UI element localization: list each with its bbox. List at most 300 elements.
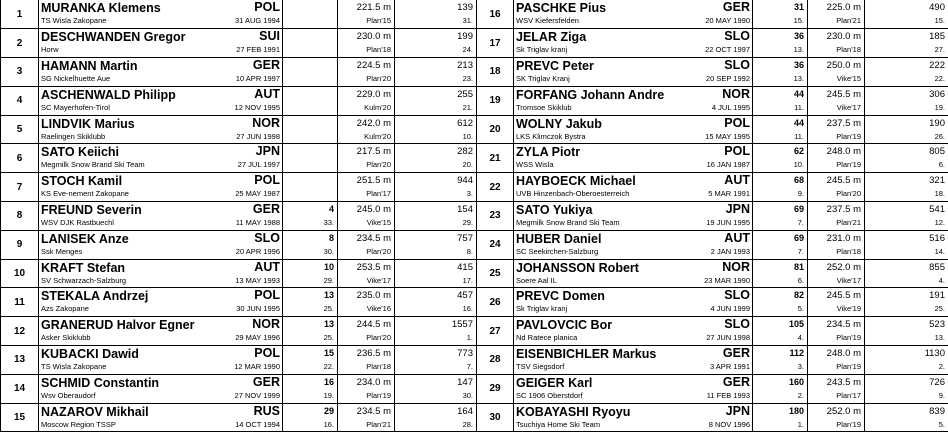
birth-date: 13 MAY 1993 <box>235 275 280 285</box>
ranking-value <box>283 144 337 159</box>
athlete-row <box>1 202 477 231</box>
athlete-cell <box>39 288 283 317</box>
birth-date: 25 MAY 1987 <box>235 189 280 199</box>
points-cell <box>865 115 948 144</box>
club-name: Wsv Oberaudorf <box>41 390 96 400</box>
best-jump-cell <box>338 317 395 346</box>
ranking-cell <box>753 86 808 115</box>
best-distance: 230.0 m <box>356 31 391 43</box>
athlete-cell <box>514 86 753 115</box>
best-distance: 235.0 m <box>356 290 391 302</box>
best-distance: 245.5 m <box>826 175 861 187</box>
athlete-name: PREVC Peter <box>516 59 594 74</box>
club-name: SK Triglav Kranj <box>516 74 570 84</box>
points-rank: 28. <box>462 419 473 429</box>
best-jump-cell <box>808 346 865 375</box>
best-distance: 236.5 m <box>356 348 391 360</box>
ranking-round <box>283 102 337 114</box>
athlete-name: STOCH Kamil <box>41 174 123 189</box>
athlete-cell <box>514 403 753 432</box>
athlete-row <box>477 230 948 259</box>
best-jump-cell <box>808 144 865 173</box>
ranking-value: 4 <box>328 204 334 215</box>
athlete-name: JELAR Ziga <box>516 30 587 45</box>
ranking-value <box>283 58 337 73</box>
athlete-cell <box>39 173 283 202</box>
birth-date: 2 JAN 1993 <box>710 246 750 256</box>
athlete-cell <box>39 115 283 144</box>
best-jump-cell <box>338 86 395 115</box>
nation-code: JPN <box>255 144 280 159</box>
points-cell <box>865 288 948 317</box>
athlete-cell <box>514 230 753 259</box>
athlete-row <box>1 403 477 432</box>
points-rank: 1. <box>466 333 473 343</box>
birth-date: 5 MAR 1991 <box>708 189 750 199</box>
points-value: 154 <box>457 204 473 216</box>
bib-number: 26 <box>477 288 514 317</box>
points-rank: 30. <box>462 390 473 400</box>
athlete-name: DESCHWANDEN Gregor <box>41 30 186 45</box>
points-rank: 13. <box>934 333 945 343</box>
best-distance-venue: Plan'19 <box>836 362 861 372</box>
best-distance: 234.5 m <box>356 232 391 244</box>
best-distance-venue: Plan'18 <box>836 246 861 256</box>
points-value: 541 <box>929 204 945 216</box>
nation-code: JPN <box>725 202 750 217</box>
ranking-cell <box>753 230 808 259</box>
ranking-round: 6. <box>797 275 804 285</box>
points-value: 523 <box>929 319 945 331</box>
points-rank: 24. <box>462 45 473 55</box>
ranking-value: 36 <box>793 31 804 42</box>
points-cell <box>395 144 477 173</box>
athlete-row <box>477 346 948 375</box>
athlete-cell <box>514 173 753 202</box>
best-jump-cell <box>808 115 865 144</box>
ranking-cell <box>283 230 338 259</box>
best-distance: 229.0 m <box>356 88 391 100</box>
ranking-cell <box>283 317 338 346</box>
ranking-round: 15. <box>793 16 804 25</box>
ranking-value <box>283 116 337 131</box>
athlete-cell <box>514 0 753 29</box>
ranking-value: 29 <box>323 405 334 416</box>
bib-number: 23 <box>477 202 514 231</box>
points-value: 191 <box>929 290 945 302</box>
bib-number: 1 <box>1 0 39 29</box>
points-rank: 31. <box>462 16 473 25</box>
ranking-cell <box>753 58 808 87</box>
points-rank: 26. <box>934 131 945 141</box>
best-distance: 234.5 m <box>826 319 861 331</box>
nation-code: AUT <box>254 86 280 101</box>
athlete-row <box>477 144 948 173</box>
ranking-cell <box>283 58 338 87</box>
athlete-name: STEKALA Andrzej <box>41 289 149 304</box>
athlete-row <box>477 0 948 29</box>
ranking-cell <box>283 403 338 432</box>
ranking-round: 22. <box>323 362 334 372</box>
best-distance-venue: Vike'17 <box>836 102 861 112</box>
ranking-value <box>283 0 337 15</box>
bib-number: 10 <box>1 259 39 288</box>
club-name: Moscow Region TSSP <box>41 419 116 429</box>
athlete-cell <box>39 86 283 115</box>
points-cell <box>865 202 948 231</box>
points-cell <box>395 403 477 432</box>
points-cell <box>395 115 477 144</box>
best-jump-cell <box>808 259 865 288</box>
bib-number: 2 <box>1 29 39 58</box>
athlete-row <box>1 115 477 144</box>
best-jump-cell <box>338 374 395 403</box>
points-cell <box>865 29 948 58</box>
birth-date: 27 JUN 1998 <box>706 333 750 343</box>
best-distance-venue: Vike'17 <box>836 275 861 285</box>
ranking-round: 11. <box>794 131 804 141</box>
best-distance: 234.0 m <box>356 376 391 388</box>
best-distance: 245.0 m <box>356 204 391 216</box>
best-jump-cell <box>808 288 865 317</box>
birth-date: 4 JUN 1999 <box>710 304 750 314</box>
best-distance-venue: Plan'18 <box>836 45 861 55</box>
athlete-name: HUBER Daniel <box>516 231 602 246</box>
best-distance-venue: Plan'15 <box>366 16 391 25</box>
ranking-round: 5. <box>797 304 804 314</box>
athlete-row <box>477 58 948 87</box>
best-jump-cell <box>338 346 395 375</box>
best-distance: 248.0 m <box>826 146 861 158</box>
ranking-value: 44 <box>793 88 804 99</box>
points-value: 612 <box>457 117 473 129</box>
best-distance: 253.5 m <box>356 261 391 273</box>
athlete-cell <box>39 374 283 403</box>
ranking-round <box>283 15 337 27</box>
birth-date: 27 FEB 1991 <box>236 45 280 55</box>
best-distance: 234.5 m <box>356 405 391 417</box>
ranking-cell <box>753 317 808 346</box>
best-jump-cell <box>808 0 865 29</box>
athlete-row <box>1 0 477 29</box>
athlete-cell <box>39 0 283 29</box>
ranking-round: 3. <box>797 362 804 372</box>
birth-date: 16 JAN 1987 <box>706 160 750 170</box>
ranking-cell <box>753 144 808 173</box>
birth-date: 27 JUL 1997 <box>237 160 280 170</box>
ranking-value: 31 <box>793 2 804 12</box>
best-distance-venue: Plan'19 <box>836 419 861 429</box>
athlete-cell <box>39 317 283 346</box>
athlete-row <box>1 230 477 259</box>
athlete-name: HAYBOECK Michael <box>516 174 636 189</box>
points-cell <box>395 230 477 259</box>
bib-number: 11 <box>1 288 39 317</box>
birth-date: 15 MAY 1995 <box>705 131 750 141</box>
nation-code: NOR <box>722 259 750 274</box>
bib-number: 27 <box>477 317 514 346</box>
nation-code: RUS <box>253 403 280 418</box>
athlete-row <box>477 288 948 317</box>
club-name: Horw <box>41 45 59 55</box>
nation-code: JPN <box>725 403 750 418</box>
athlete-cell <box>39 29 283 58</box>
points-rank: 10. <box>462 131 473 141</box>
bib-number: 18 <box>477 58 514 87</box>
best-distance: 250.0 m <box>826 60 861 72</box>
athlete-row <box>1 288 477 317</box>
athlete-row <box>477 259 948 288</box>
athlete-name: GRANERUD Halvor Egner <box>41 318 195 333</box>
athlete-cell <box>39 144 283 173</box>
nation-code: NOR <box>722 86 750 101</box>
athlete-name: ASCHENWALD Philipp <box>41 87 176 102</box>
athlete-row <box>1 86 477 115</box>
athlete-row <box>1 173 477 202</box>
athlete-row <box>477 29 948 58</box>
bib-number: 29 <box>477 374 514 403</box>
athlete-row <box>1 259 477 288</box>
athlete-cell <box>39 403 283 432</box>
best-jump-cell <box>338 29 395 58</box>
bib-number: 5 <box>1 115 39 144</box>
athlete-name: JOHANSSON Robert <box>516 260 639 275</box>
athlete-name: KUBACKI Dawid <box>41 347 139 362</box>
nation-code: POL <box>724 115 750 130</box>
birth-date: 29 MAY 1996 <box>235 333 280 343</box>
nation-code: NOR <box>252 317 280 332</box>
points-value: 944 <box>457 175 473 187</box>
club-name: Azs Zakopane <box>41 304 89 314</box>
best-distance-venue: Plan'17 <box>366 189 391 199</box>
points-value: 222 <box>929 60 945 72</box>
ranking-cell <box>753 259 808 288</box>
club-name: Soere Aal IL <box>516 275 557 285</box>
birth-date: 27 JUN 1998 <box>236 131 280 141</box>
ranking-round: 30. <box>323 246 334 256</box>
ranking-cell <box>283 374 338 403</box>
bib-number: 3 <box>1 58 39 87</box>
athlete-row <box>1 317 477 346</box>
points-rank: 7. <box>466 362 473 372</box>
best-jump-cell <box>338 173 395 202</box>
athlete-cell <box>514 29 753 58</box>
ranking-value: 62 <box>793 146 804 157</box>
athlete-name: PASCHKE Pius <box>516 1 607 15</box>
birth-date: 10 APR 1997 <box>235 74 280 84</box>
best-distance: 225.0 m <box>826 2 861 13</box>
best-jump-cell <box>338 259 395 288</box>
ranking-cell <box>283 346 338 375</box>
birth-date: 22 OCT 1997 <box>705 45 750 55</box>
athlete-cell <box>39 202 283 231</box>
points-rank: 5. <box>938 419 945 429</box>
points-value: 757 <box>457 232 473 244</box>
ranking-round <box>283 131 337 143</box>
club-name: Nd Ratece planica <box>516 333 578 343</box>
athlete-name: KRAFT Stefan <box>41 260 126 275</box>
best-distance-venue: Plan'17 <box>836 390 861 400</box>
points-value: 213 <box>457 60 473 72</box>
athlete-name: GEIGER Karl <box>516 375 593 390</box>
ranking-cell <box>283 115 338 144</box>
nation-code: POL <box>254 0 280 14</box>
points-value: 855 <box>929 261 945 273</box>
best-jump-cell <box>338 58 395 87</box>
points-rank: 16. <box>462 304 473 314</box>
points-rank: 12. <box>934 218 945 228</box>
bib-number: 14 <box>1 374 39 403</box>
nation-code: GER <box>252 58 280 73</box>
points-cell <box>395 288 477 317</box>
birth-date: 30 JUN 1995 <box>236 304 280 314</box>
athlete-row <box>1 374 477 403</box>
points-cell <box>865 144 948 173</box>
ranking-value: 44 <box>793 117 804 128</box>
points-value: 139 <box>457 2 473 13</box>
points-cell <box>395 317 477 346</box>
birth-date: 20 APR 1996 <box>235 246 280 256</box>
athlete-name: EISENBICHLER Markus <box>516 347 657 362</box>
bib-number: 15 <box>1 403 39 432</box>
points-value: 516 <box>929 232 945 244</box>
bib-number: 21 <box>477 144 514 173</box>
ranking-cell <box>753 374 808 403</box>
birth-date: 4 JUL 1995 <box>711 102 750 112</box>
club-name: Raelingen Skiklubb <box>41 131 106 141</box>
points-value: 255 <box>457 88 473 100</box>
birth-date: 11 FEB 1993 <box>706 390 750 400</box>
ranking-round <box>283 44 337 56</box>
start-list-right <box>476 0 948 432</box>
athlete-row <box>477 317 948 346</box>
athlete-cell <box>514 202 753 231</box>
best-distance: 237.5 m <box>826 204 861 216</box>
nation-code: SUI <box>259 29 280 44</box>
nation-code: POL <box>254 346 280 361</box>
best-jump-cell <box>808 202 865 231</box>
ranking-value: 82 <box>793 290 804 301</box>
points-cell <box>395 259 477 288</box>
athlete-row <box>477 173 948 202</box>
points-cell <box>865 86 948 115</box>
athlete-row <box>1 58 477 87</box>
best-distance-venue: Plan'18 <box>366 45 391 55</box>
ranking-value <box>283 87 337 102</box>
athlete-cell <box>514 317 753 346</box>
bib-number: 20 <box>477 115 514 144</box>
nation-code: SLO <box>724 58 750 73</box>
club-name: WSV DJK Rastbuechl <box>41 218 114 228</box>
points-rank: 21. <box>462 102 473 112</box>
best-distance-venue: Vike'19 <box>836 304 861 314</box>
best-distance-venue: Vike'15 <box>836 74 861 84</box>
birth-date: 8 NOV 1996 <box>708 419 750 429</box>
ranking-round <box>283 188 337 200</box>
points-rank: 22. <box>934 74 945 84</box>
nation-code: SLO <box>724 317 750 332</box>
athlete-name: ZYLA Piotr <box>516 145 581 160</box>
birth-date: 20 SEP 1992 <box>705 74 750 84</box>
points-value: 457 <box>457 290 473 302</box>
ranking-value: 105 <box>788 319 804 330</box>
ranking-round: 1. <box>797 419 804 429</box>
athlete-cell <box>514 288 753 317</box>
best-distance: 244.5 m <box>356 319 391 331</box>
best-distance: 251.5 m <box>356 175 391 187</box>
best-distance: 230.0 m <box>826 31 861 43</box>
best-jump-cell <box>808 403 865 432</box>
club-name: Megmilk Snow Brand Ski Team <box>41 160 145 170</box>
ranking-value: 69 <box>793 204 804 215</box>
nation-code: SLO <box>724 288 750 303</box>
best-distance: 252.0 m <box>826 261 861 273</box>
ranking-cell <box>283 202 338 231</box>
ranking-round <box>283 159 337 171</box>
ranking-cell <box>753 173 808 202</box>
athlete-row <box>1 346 477 375</box>
points-value: 805 <box>929 146 945 158</box>
ranking-round: 29. <box>323 275 334 285</box>
ranking-value: 36 <box>793 60 804 71</box>
best-distance-venue: Vike'15 <box>366 218 391 228</box>
best-distance: 217.5 m <box>356 146 391 158</box>
ranking-cell <box>753 288 808 317</box>
points-cell <box>395 346 477 375</box>
birth-date: 3 APR 1991 <box>709 362 750 372</box>
points-rank: 4. <box>938 275 945 285</box>
best-distance-venue: Plan'20 <box>836 189 861 199</box>
birth-date: 27 NOV 1999 <box>234 390 280 400</box>
athlete-cell <box>514 115 753 144</box>
nation-code: GER <box>252 202 280 217</box>
points-cell <box>865 0 948 29</box>
nation-code: AUT <box>724 230 750 245</box>
club-name: LKS Klimczok Bystra <box>516 131 586 141</box>
club-name: SV Schwarzach-Salzburg <box>41 275 127 285</box>
club-name: WSV Kiefersfelden <box>516 16 579 25</box>
athlete-name: NAZAROV Mikhail <box>41 404 149 419</box>
athlete-name: SATO Yukiya <box>516 203 593 218</box>
ranking-cell <box>753 0 808 29</box>
best-jump-cell <box>338 202 395 231</box>
points-rank: 6. <box>938 160 945 170</box>
ranking-round: 2. <box>797 390 804 400</box>
ranking-cell <box>283 86 338 115</box>
athlete-name: SATO Keiichi <box>41 145 120 160</box>
points-rank: 15. <box>934 16 945 25</box>
points-cell <box>395 58 477 87</box>
club-name: SC Seekirchen-Salzburg <box>516 246 599 256</box>
points-cell <box>865 374 948 403</box>
best-distance: 245.5 m <box>826 290 861 302</box>
ranking-value <box>283 29 337 44</box>
points-cell <box>865 230 948 259</box>
best-distance: 252.0 m <box>826 405 861 417</box>
birth-date: 19 JUN 1995 <box>706 218 750 228</box>
best-jump-cell <box>338 0 395 29</box>
ranking-cell <box>283 259 338 288</box>
nation-code: GER <box>722 346 750 361</box>
club-name: TS Wisla Zakopane <box>41 362 107 372</box>
points-rank: 23. <box>462 74 473 84</box>
best-distance: 242.0 m <box>356 117 391 129</box>
ranking-value: 10 <box>323 261 334 272</box>
nation-code: POL <box>724 144 750 159</box>
points-value: 726 <box>929 376 945 388</box>
birth-date: 11 MAY 1988 <box>235 218 280 228</box>
ranking-cell <box>753 115 808 144</box>
